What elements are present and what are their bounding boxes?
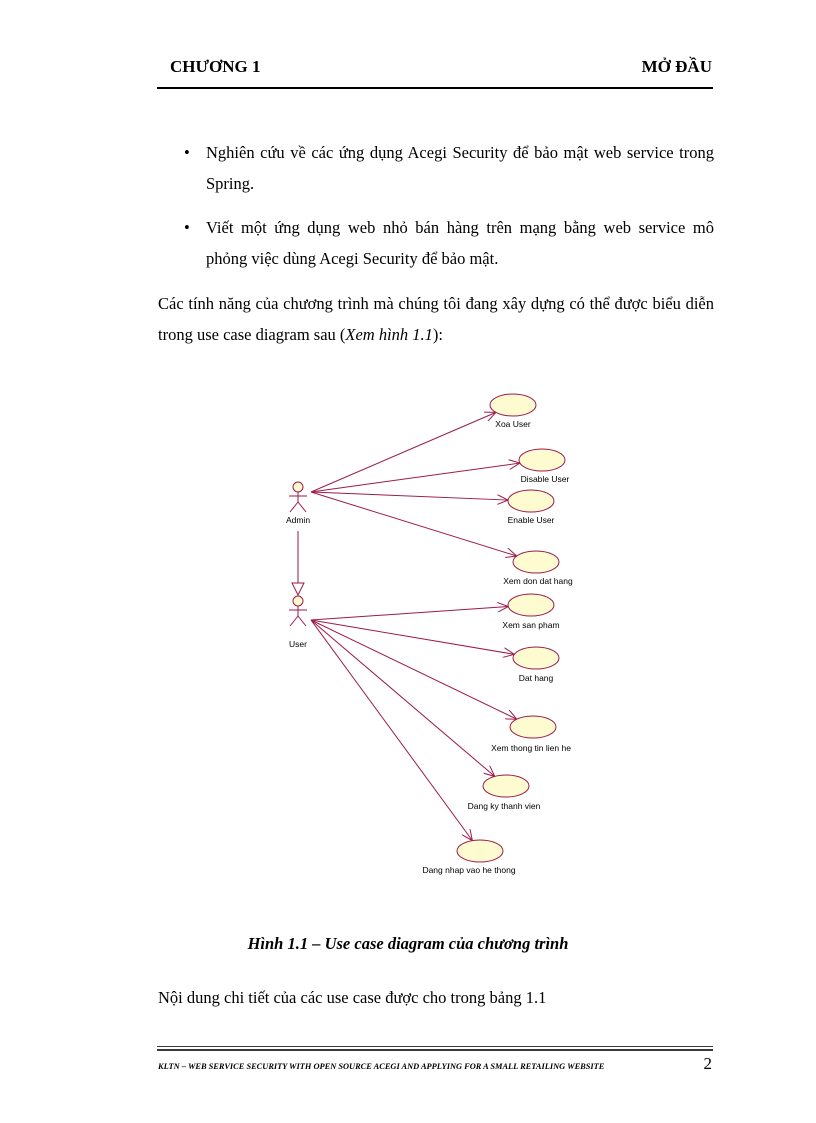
use-case-label: Dang ky thanh vien	[467, 801, 541, 811]
use-case	[513, 647, 559, 683]
use-case-label: Enable User	[507, 515, 555, 525]
use-case	[491, 716, 571, 753]
use-case-ellipse	[490, 394, 536, 416]
closing-paragraph: Nội dung chi tiết của các use case được cho trong bảng 1.1	[158, 988, 547, 1007]
use-case-label: Xem san pham	[502, 620, 560, 630]
actor-label: User	[289, 639, 307, 649]
use-case-label: Disable User	[520, 474, 570, 484]
actor-label: Admin	[285, 515, 311, 525]
association-arrow	[311, 463, 520, 492]
actor-admin	[286, 482, 310, 525]
intro-text: Các tính năng của chương trình mà chúng tôi đang xây dựng có thể được biểu diễn trong use case diagram sau (	[158, 294, 714, 344]
figure-caption: Hình 1.1 – Use case diagram của chương trình	[247, 934, 569, 953]
footer-divider-thick	[157, 1049, 713, 1051]
association-arrow	[311, 620, 495, 776]
page-number: 2	[703, 1054, 712, 1073]
bullet-text: Viết một ứng dụng web nhỏ bán hàng trên mạng bằng web service mô phỏng việc dùng Acegi Security để bảo mật.	[206, 218, 714, 268]
stick-figure-icon	[289, 482, 307, 512]
association-arrow	[311, 620, 472, 841]
association-lines	[292, 412, 520, 840]
association-arrow	[311, 492, 517, 556]
use-case-ellipse	[519, 449, 565, 471]
use-case-label: Xem thong tin lien he	[491, 743, 571, 753]
intro-close: ):	[432, 325, 444, 344]
use-case	[422, 840, 515, 875]
use-case	[503, 551, 573, 586]
association-arrow	[311, 620, 517, 719]
bullet-dot-icon: •	[184, 218, 190, 237]
use-case-label: Dang nhap vao he thong	[422, 865, 516, 875]
use-case-ellipse	[508, 594, 554, 616]
figure-reference: Xem hình 1.1	[345, 325, 433, 344]
generalization-arrow-icon	[292, 583, 304, 595]
chapter-title: CHƯƠNG 1	[170, 57, 261, 76]
use-case-ellipse	[510, 716, 556, 738]
association-arrow	[311, 492, 508, 500]
bullet-text: Nghiên cứu về các ứng dụng Acegi Security để bảo mật web service trong Spring.	[206, 143, 714, 193]
use-case	[508, 490, 555, 525]
association-arrow	[311, 607, 508, 620]
association-arrow	[311, 412, 496, 492]
use-case-label: Dat hang	[518, 673, 554, 683]
section-title: MỞ ĐẦU	[641, 57, 712, 76]
footer-divider	[157, 1046, 713, 1047]
association-arrow	[311, 620, 514, 654]
use-case-ellipse	[508, 490, 554, 512]
use-case	[502, 594, 559, 630]
footer-title: KLTN – WEB SERVICE SECURITY WITH OPEN SOURCE ACEGI AND APPLYING FOR A SMALL RETAILING WEBSITE	[158, 1062, 605, 1071]
stick-figure-icon	[289, 596, 307, 626]
use-case-ellipse	[513, 551, 559, 573]
use-case-label: Xem don dat hang	[503, 576, 573, 586]
actor-user	[289, 596, 307, 649]
use-case	[490, 394, 536, 429]
use-case-ellipse	[483, 775, 529, 797]
use-case	[468, 775, 541, 811]
use-case-label: Xoa User	[495, 419, 531, 429]
use-case-ellipse	[513, 647, 559, 669]
bullet-dot-icon: •	[184, 143, 190, 162]
use-case-ellipse	[457, 840, 503, 862]
use-case	[519, 449, 569, 484]
